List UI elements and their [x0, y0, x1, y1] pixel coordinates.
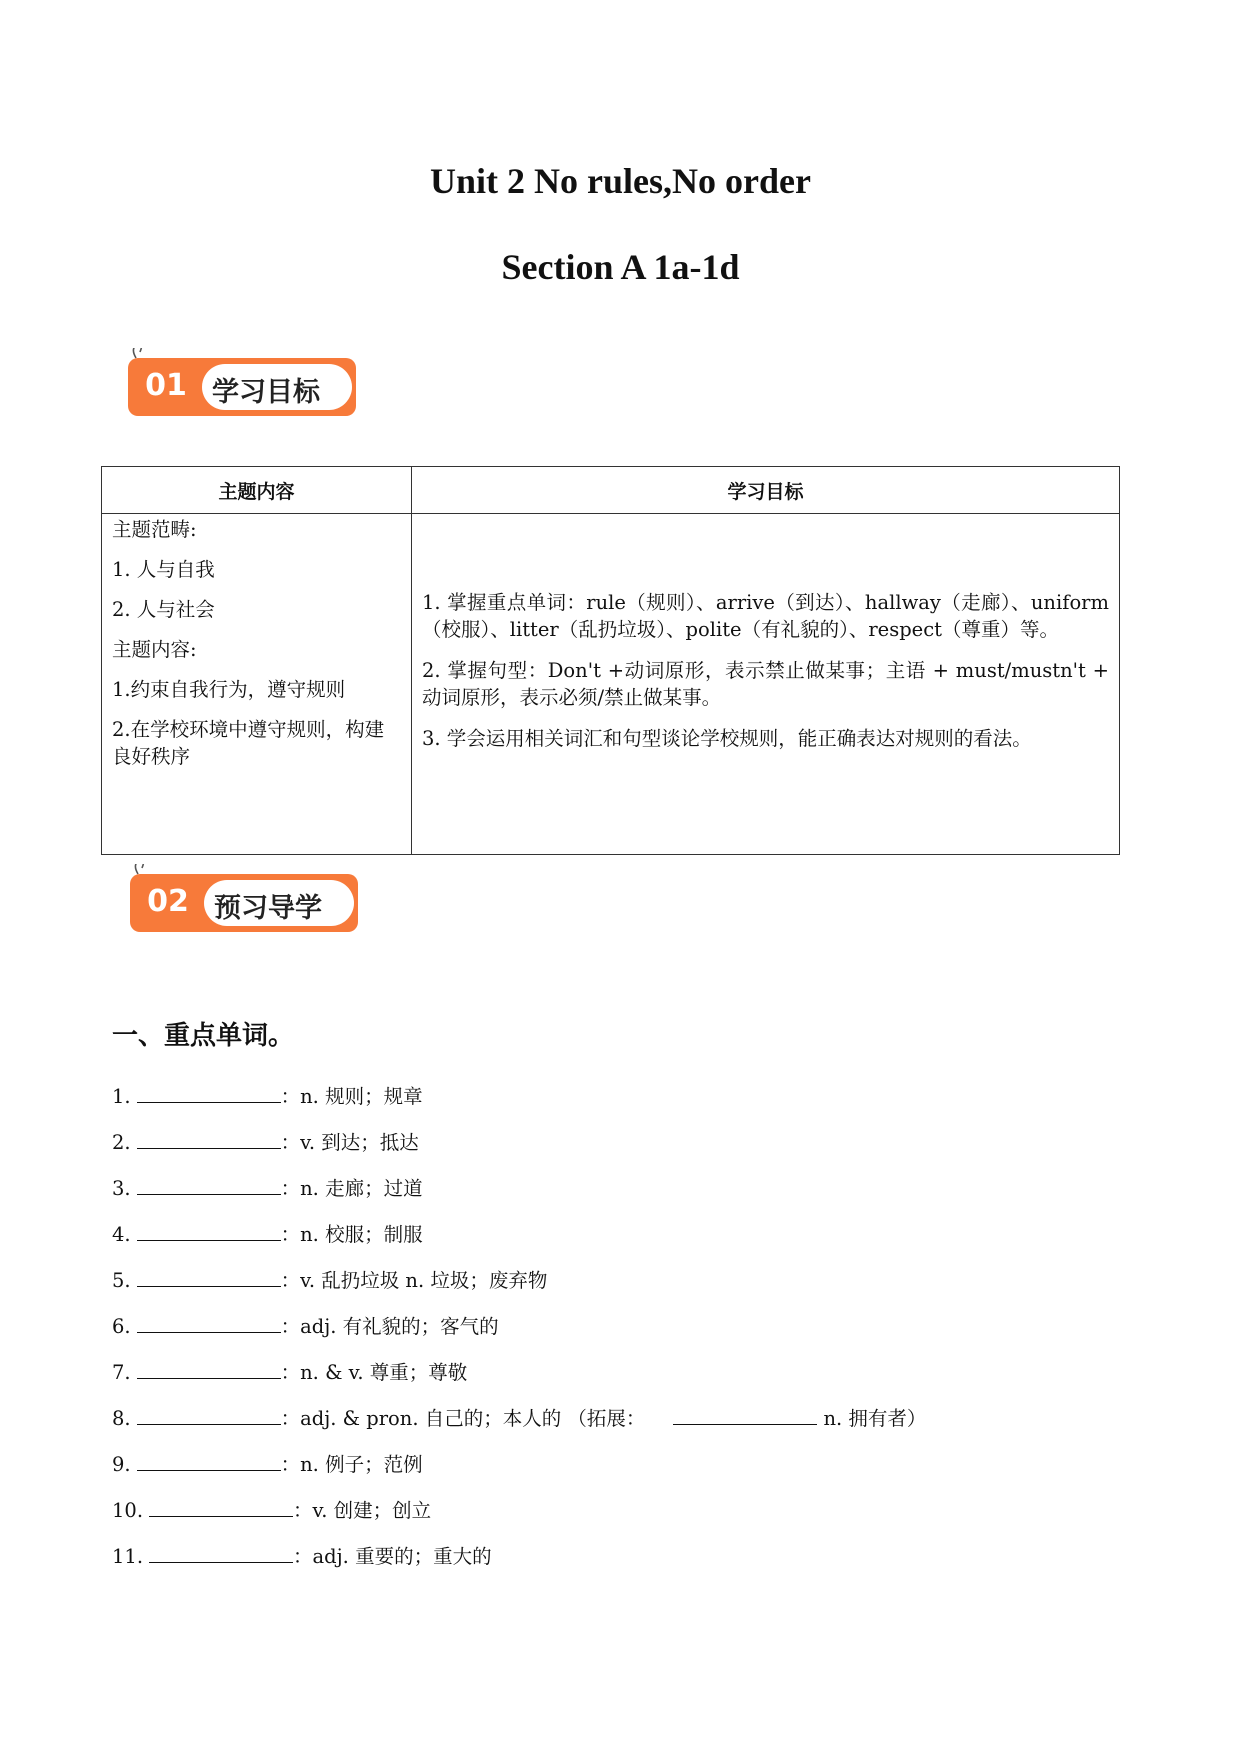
badge-label: 预习导学 — [214, 893, 322, 924]
item-number: 10. — [112, 1499, 144, 1522]
list-item: 9. ：n. 例子；范例 — [112, 1450, 926, 1496]
answer-blank[interactable] — [137, 1312, 281, 1333]
topic-cell — [102, 514, 412, 855]
topic-line: 2.在学校环境中遵守规则，构建良好秩序 — [112, 718, 385, 768]
topic-line: 1.约束自我行为，遵守规则 — [112, 678, 346, 701]
list-item: 6. ：adj. 有礼貌的；客气的 — [112, 1312, 926, 1358]
answer-blank[interactable] — [137, 1358, 281, 1379]
answer-blank[interactable] — [137, 1082, 281, 1103]
item-meaning: adj. 重要的；重大的 — [312, 1545, 492, 1568]
item-meaning: v. 乱扔垃圾 n. 垃圾；废弃物 — [300, 1269, 548, 1292]
section-title: Section A 1a-1d — [501, 247, 740, 287]
list-item: 7. ：n. & v. 尊重；尊敬 — [112, 1358, 926, 1404]
item-meaning: adj. 有礼貌的；客气的 — [300, 1315, 499, 1338]
goals-cell — [412, 514, 1120, 855]
table-header-topic: 主题内容 — [102, 467, 412, 514]
answer-blank[interactable] — [137, 1404, 281, 1425]
extension-blank[interactable] — [673, 1404, 817, 1425]
item-meaning: n. 走廊；过道 — [300, 1177, 423, 1200]
topic-line: 主题内容: — [112, 638, 197, 661]
item-meaning: adj. & pron. 自己的；本人的 （拓展： — [300, 1407, 646, 1430]
answer-blank[interactable] — [137, 1220, 281, 1241]
item-number: 4. — [112, 1223, 131, 1246]
section-badge-preview — [124, 864, 364, 936]
topic-line: 主题范畴: — [112, 518, 197, 541]
item-number: 8. — [112, 1407, 131, 1430]
item-meaning: n. 校服；制服 — [300, 1223, 423, 1246]
badge-number: 01 — [145, 368, 187, 403]
goal-item: 2. 掌握句型：Don't +动词原形，表示禁止做某事；主语 + must/mustn't + 动词原形，表示必须/禁止做某事。 — [422, 658, 1109, 709]
topic-line: 2. 人与社会 — [112, 598, 215, 621]
item-meaning: v. 创建；创立 — [312, 1499, 432, 1522]
item-number: 2. — [112, 1131, 131, 1154]
list-item: 8. ：adj. & pron. 自己的；本人的 （拓展： n. 拥有者） — [112, 1404, 926, 1450]
item-meaning: v. 到达；抵达 — [300, 1131, 419, 1154]
list-item: 4. ：n. 校服；制服 — [112, 1220, 926, 1266]
item-number: 1. — [112, 1085, 131, 1108]
section-badge-learning-goals — [122, 348, 362, 420]
item-meaning: n. 规则；规章 — [300, 1085, 423, 1108]
badge-label: 学习目标 — [212, 377, 320, 408]
vocab-heading: 一、重点单词。 — [112, 1021, 295, 1051]
item-number: 3. — [112, 1177, 131, 1200]
item-number: 6. — [112, 1315, 131, 1338]
answer-blank[interactable] — [149, 1542, 293, 1563]
item-meaning: n. & v. 尊重；尊敬 — [300, 1361, 468, 1384]
goal-item: 3. 学会运用相关词汇和句型谈论学校规则，能正确表达对规则的看法。 — [422, 726, 1032, 750]
list-item: 1. ：n. 规则；规章 — [112, 1082, 926, 1128]
answer-blank[interactable] — [137, 1266, 281, 1287]
unit-title: Unit 2 No rules,No order — [430, 161, 811, 201]
list-item: 3. ：n. 走廊；过道 — [112, 1174, 926, 1220]
list-item: 5. ：v. 乱扔垃圾 n. 垃圾；废弃物 — [112, 1266, 926, 1312]
answer-blank[interactable] — [137, 1128, 281, 1149]
item-extra: n. 拥有者） — [823, 1407, 927, 1430]
answer-blank[interactable] — [137, 1450, 281, 1471]
item-number: 5. — [112, 1269, 131, 1292]
item-number: 11. — [112, 1545, 144, 1568]
answer-blank[interactable] — [137, 1174, 281, 1195]
item-meaning: n. 例子；范例 — [300, 1453, 423, 1476]
goal-item: 1. 掌握重点单词：rule（规则）、arrive（到达）、hallway（走廊）、uniform（校服）、litter（乱扔垃圾）、polite（有礼貌的）、respect（尊重）等。 — [422, 590, 1109, 641]
item-number: 9. — [112, 1453, 131, 1476]
badge-number: 02 — [147, 884, 189, 919]
learning-goals-table — [101, 466, 1120, 855]
list-item: 2. ：v. 到达；抵达 — [112, 1128, 926, 1174]
answer-blank[interactable] — [149, 1496, 293, 1517]
item-number: 7. — [112, 1361, 131, 1384]
topic-line: 1. 人与自我 — [112, 558, 215, 581]
vocab-list — [112, 1082, 926, 1588]
table-header-goals: 学习目标 — [412, 467, 1120, 514]
list-item: 11. ：adj. 重要的；重大的 — [112, 1542, 926, 1588]
list-item: 10. ：v. 创建；创立 — [112, 1496, 926, 1542]
